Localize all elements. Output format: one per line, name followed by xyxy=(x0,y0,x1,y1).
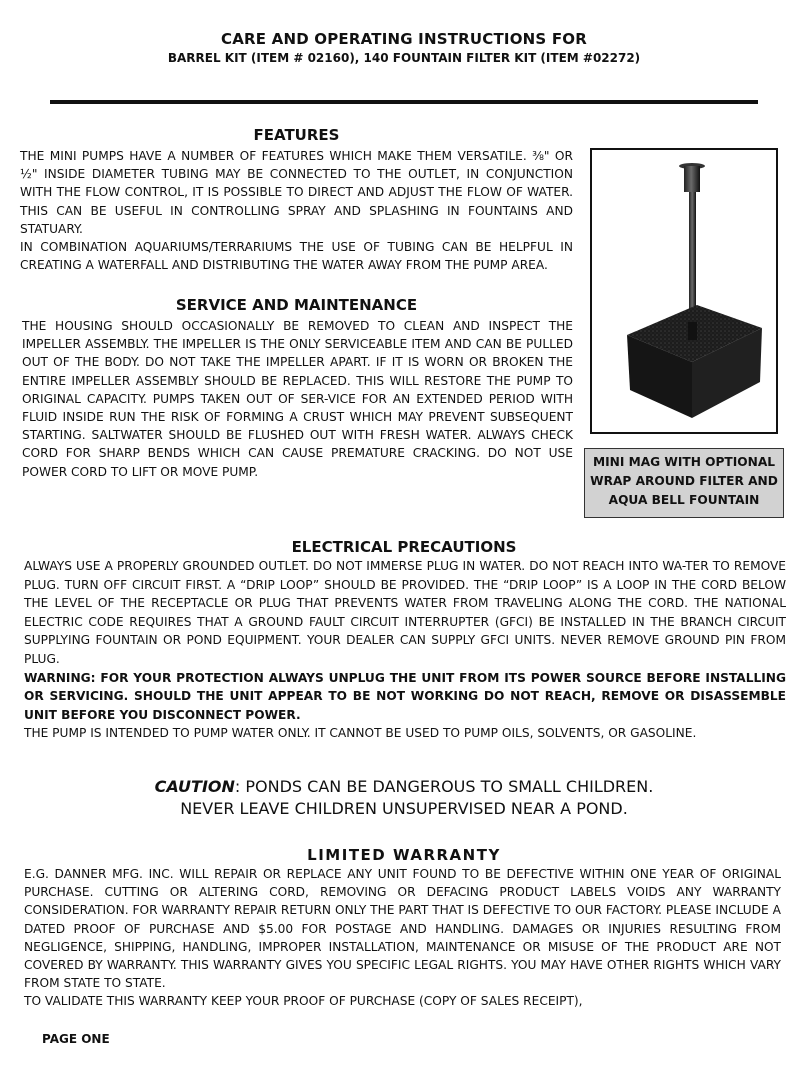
service-heading: SERVICE AND MAINTENANCE xyxy=(175,296,418,314)
features-paragraph-1: THE MINI PUMPS HAVE A NUMBER OF FEATURES WHICH MAKE THEM VERSATILE. ⅜" OR ½" INSIDE DIAMETER TUBING MAY BE CONNECTED TO THE OUTLET, IN CONJUNCTION WITH THE FLOW CONTROL, IT IS POSSIBLE TO DIRECT AND ADJUST THE FLOW OF WATER. THIS CAN BE USEFUL IN CONTROLLING SPRAY AND SPLASHING IN FOUNTAINS AND STATUARY. xyxy=(20,149,573,236)
caution-line-2: NEVER LEAVE CHILDREN UNSUPERVISED NEAR A POND. xyxy=(180,799,628,818)
features-body xyxy=(20,147,573,274)
warranty-paragraph-1: E.G. DANNER MFG. INC. WILL REPAIR OR REPLACE ANY UNIT FOUND TO BE DEFECTIVE WITHIN ONE YEAR OF ORIGINAL PURCHASE. CUTTING OR ALTERING CORD, REMOVING OR DEFACING PRODUCT LABELS VOIDS ANY WARRANTY CONSIDERATION. FOR WARRANTY REPAIR RETURN ONLY THE PART THAT IS DEFECTIVE TO OUR FACTORY. PLEASE INCLUDE A DATED PROOF OF PURCHASE AND $5.00 FOR POSTAGE AND HANDLING. DAMAGES OR INJURIES RESULTING FROM NEGLIGENCE, SHIPPING, HANDLING, IMPROPER INSTALLATION, MAINTENANCE OR MISUSE OF THE PRODUCT ARE NOT COVERED BY WARRANTY. THIS WARRANTY GIVES YOU SPECIFIC LEGAL RIGHTS. YOU MAY HAVE OTHER RIGHTS WHICH VARY FROM STATE TO STATE. xyxy=(24,867,781,991)
electrical-heading: ELECTRICAL PRECAUTIONS xyxy=(291,538,517,556)
photo-caption: MINI MAG WITH OPTIONAL WRAP AROUND FILTER AND AQUA BELL FOUNTAIN xyxy=(584,448,784,518)
warranty-heading: LIMITED WARRANTY xyxy=(307,846,501,864)
warranty-body xyxy=(24,865,781,1011)
pump-illustration xyxy=(592,150,776,432)
warning-text: WARNING: FOR YOUR PROTECTION ALWAYS UNPLUG THE UNIT FROM ITS POWER SOURCE BEFORE INSTALLING OR SERVICING. SHOULD THE UNIT APPEAR TO BE NOT WORKING DO NOT REACH, REMOVE OR DISASSEMBLE UNIT BEFORE YOU DISCONNECT POWER. xyxy=(24,670,786,722)
electrical-paragraph-2: THE PUMP IS INTENDED TO PUMP WATER ONLY. IT CANNOT BE USED TO PUMP OILS, SOLVENTS, OR GASOLINE. xyxy=(24,726,697,741)
electrical-body xyxy=(24,557,786,743)
header-divider xyxy=(50,100,758,104)
warranty-paragraph-2: TO VALIDATE THIS WARRANTY KEEP YOUR PROOF OF PURCHASE (COPY OF SALES RECEIPT), xyxy=(24,994,583,1009)
document-subtitle: BARREL KIT (ITEM # 02160), 140 FOUNTAIN FILTER KIT (ITEM #02272) xyxy=(167,51,641,65)
document-title: CARE AND OPERATING INSTRUCTIONS FOR xyxy=(221,30,587,48)
features-heading: FEATURES xyxy=(253,126,340,144)
features-paragraph-2: IN COMBINATION AQUARIUMS/TERRARIUMS THE USE OF TUBING CAN BE HELPFUL IN CREATING A WATERFALL AND DISTRIBUTING THE WATER AWAY FROM THE PUMP AREA. xyxy=(20,240,573,273)
caution-text-1: : PONDS CAN BE DANGEROUS TO SMALL CHILDREN. xyxy=(234,777,654,796)
caution-line-1 xyxy=(0,776,808,798)
service-paragraph-1: THE HOUSING SHOULD OCCASIONALLY BE REMOVED TO CLEAN AND INSPECT THE IMPELLER ASSEMBLY. THE IMPELLER IS THE ONLY SERVICEABLE ITEM AND CAN BE PULLED OUT OF THE BODY. DO NOT TAKE THE IMPELLER APART. IF IT IS WORN OR BROKEN THE ENTIRE IMPELLER ASSEMBLY SHOULD BE REPLACED. THIS WILL RESTORE THE PUMP TO ORIGINAL CAPACITY. PUMPS TAKEN OUT OF SER-VICE FOR AN EXTENDED PERIOD WITH FLUID INSIDE RUN THE RISK OF FORMING A CRUST WHICH MAY PREVENT SUBSEQUENT STARTING. SALTWATER SHOULD BE FLUSHED OUT WITH FRESH WATER. ALWAYS CHECK CORD FOR SHARP BENDS WHICH CAN CAUSE PREMATURE CRACKING. DO NOT USE POWER CORD TO LIFT OR MOVE PUMP. xyxy=(22,319,573,479)
electrical-paragraph-1: ALWAYS USE A PROPERLY GROUNDED OUTLET. DO NOT IMMERSE PLUG IN WATER. DO NOT REACH INTO WA-TER TO REMOVE PLUG. TURN OFF CIRCUIT FIRST. A “DRIP LOOP” SHOULD BE PROVIDED. THE “DRIP LOOP” IS A LOOP IN THE CORD BELOW THE LEVEL OF THE RECEPTACLE OR PLUG THAT PREVENTS WATER FROM TRAVELING ALONG THE CORD. THE NATIONAL ELECTRIC CODE REQUIRES THAT A GROUND FAULT CIRCUIT INTERRUPTER (GFCI) BE INSTALLED IN THE BRANCH CIRCUIT SUPPLYING FOUNTAIN OR POND EQUIPMENT. YOUR DEALER CAN SUPPLY GFCI UNITS. NEVER REMOVE GROUND PIN FROM PLUG. xyxy=(24,559,786,666)
caution-label: CAUTION xyxy=(154,777,235,796)
service-body xyxy=(22,317,573,481)
product-photo xyxy=(590,148,778,434)
page-number: PAGE ONE xyxy=(42,1032,110,1046)
